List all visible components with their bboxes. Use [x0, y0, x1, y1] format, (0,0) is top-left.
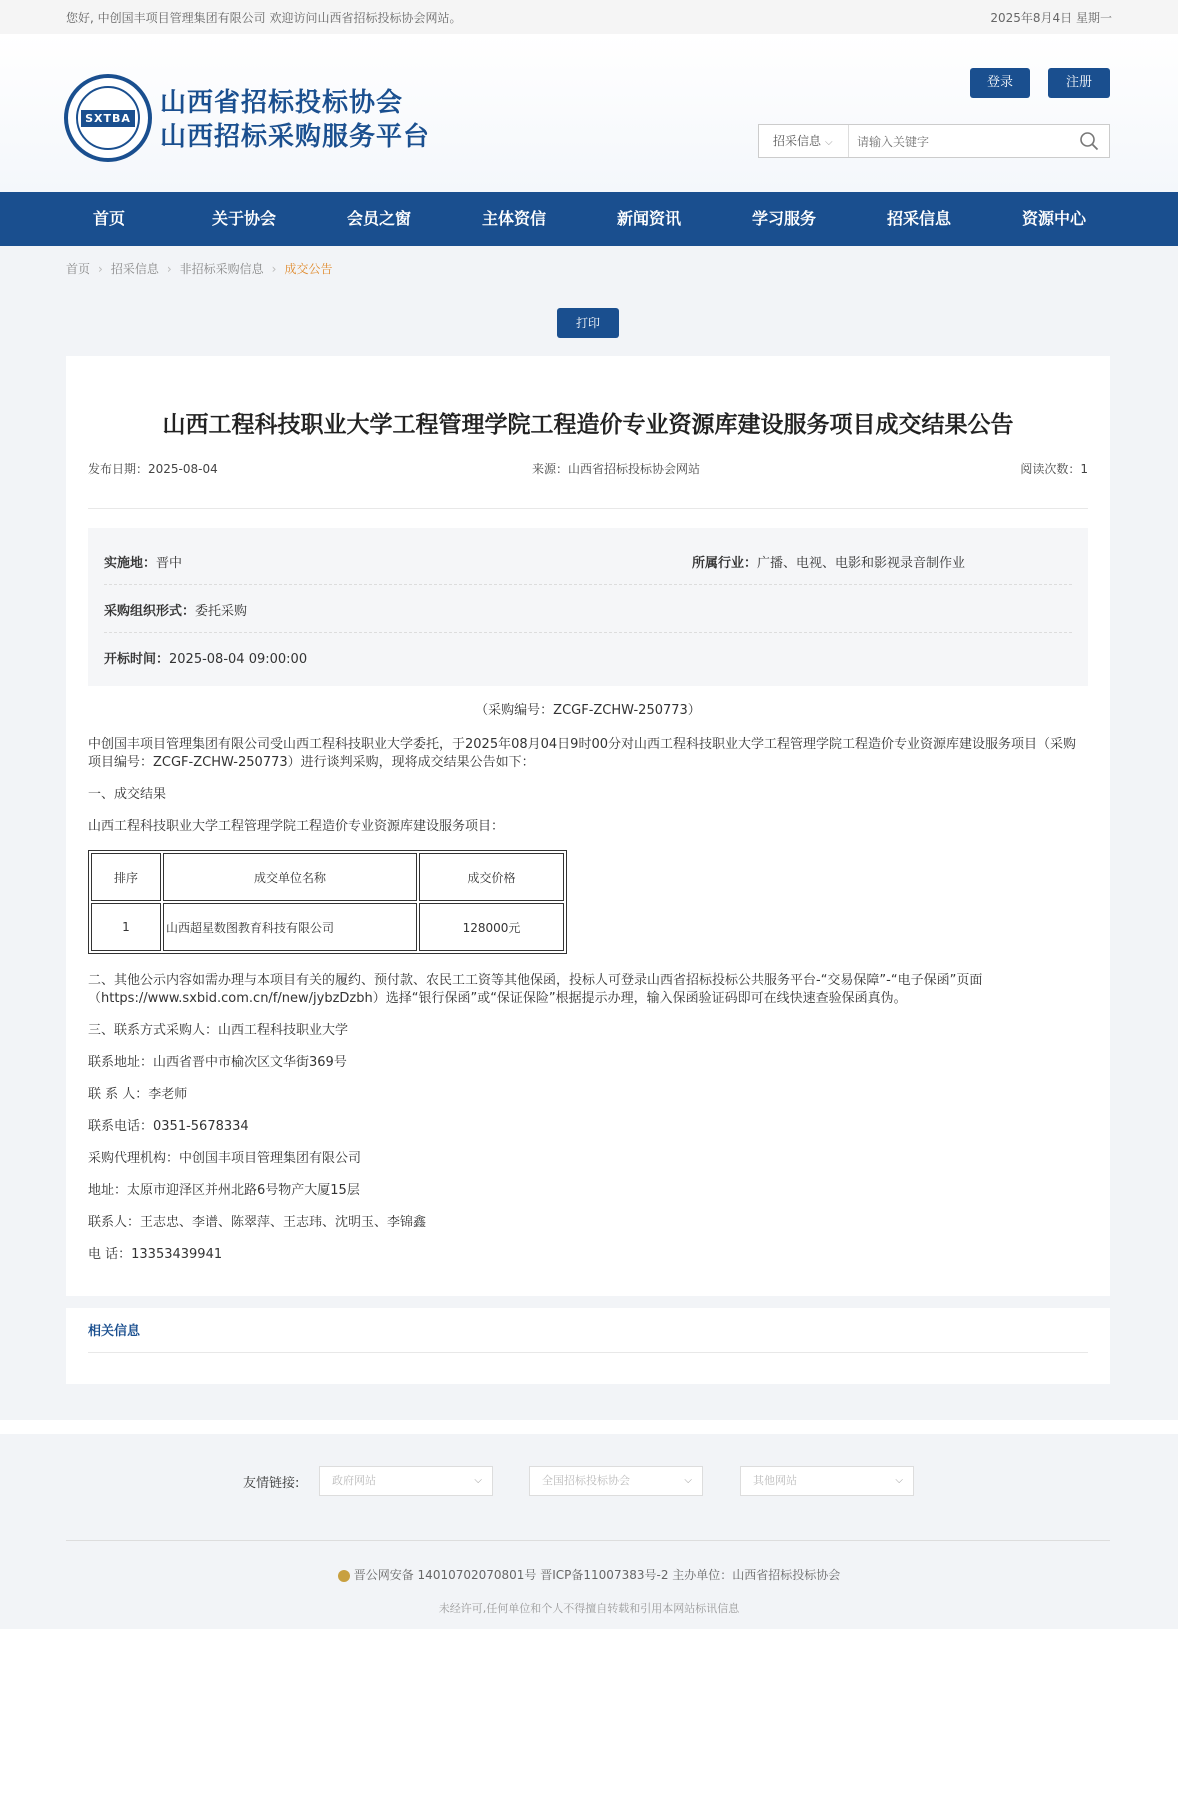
- project-line: 山西工程科技职业大学工程管理学院工程造价专业资源库建设服务项目：: [88, 819, 505, 834]
- breadcrumb-home[interactable]: 首页: [66, 262, 91, 276]
- publish-date: 发布日期：2025-08-04: [88, 462, 218, 476]
- nav-item-resources[interactable]: 资源中心: [1022, 209, 1087, 228]
- buyer-phone: 联系电话：0351-5678334: [88, 1119, 249, 1134]
- copyright-notice: 未经许可,任何单位和个人不得擅自转载和引用本网站标讯信息: [438, 1602, 740, 1615]
- related-info-panel: [66, 1308, 1110, 1384]
- divider: [66, 1540, 1110, 1541]
- article-title: 山西工程科技职业大学工程管理学院工程造价专业资源库建设服务项目成交结果公告: [162, 411, 1014, 438]
- chevron-right-icon: ›: [166, 262, 172, 276]
- icp-record: 晋公网安备 14010702070801号 晋ICP备11007383号-2 主办单位：山西省招标投标协会: [0, 1566, 1178, 1583]
- print-button[interactable]: 打印: [557, 308, 619, 338]
- nav-item-members[interactable]: 会员之窗: [347, 209, 412, 228]
- national-assoc-select[interactable]: 全国招标投标协会 ⌵: [529, 1466, 703, 1496]
- divider: [88, 1352, 1088, 1353]
- table-header-row: [91, 853, 564, 901]
- agency-name: 采购代理机构：中创国丰项目管理集团有限公司: [88, 1151, 362, 1166]
- procurement-number: （采购编号：ZCGF-ZCHW-250773）: [475, 703, 701, 718]
- top-bar: [0, 0, 1178, 34]
- buyer-contact: 联 系 人：李老师: [88, 1087, 188, 1102]
- search-category-select[interactable]: [759, 125, 849, 157]
- site-footer: [0, 1434, 1178, 1629]
- gov-sites-select[interactable]: 政府网站 ⌵: [319, 1466, 493, 1496]
- current-date: 2025年8月4日 星期一: [990, 11, 1112, 25]
- welcome-text: 您好, 中创国丰项目管理集团有限公司 欢迎访问山西省招标投标协会网站。: [66, 11, 462, 25]
- chevron-right-icon: ›: [271, 262, 277, 276]
- related-info-title: 相关信息: [88, 1324, 141, 1339]
- friend-links-label: 友情链接:: [243, 1476, 300, 1491]
- agency-phone: 电 话：13353439941: [88, 1247, 223, 1262]
- agency-contacts: 联系人：王志忠、李谱、陈翠萍、王志玮、沈明玉、李锦鑫: [88, 1215, 427, 1230]
- article-source: 来源：山西省招标投标协会网站: [532, 462, 701, 476]
- search-box: [758, 124, 1110, 158]
- section-result-heading: 一、成交结果: [88, 787, 167, 802]
- site-subtitle: 山西招标采购服务平台: [160, 122, 431, 152]
- breadcrumb-procurement[interactable]: 招采信息: [110, 262, 159, 276]
- nav-item-home[interactable]: 首页: [93, 209, 126, 228]
- header-company: 成交单位名称: [163, 853, 417, 901]
- view-count: 阅读次数：1: [1020, 462, 1088, 476]
- search-input[interactable]: [855, 129, 1069, 155]
- breadcrumb-non-tender[interactable]: 非招标采购信息: [179, 262, 264, 276]
- result-table: [88, 850, 567, 954]
- divider: [88, 508, 1088, 509]
- login-button[interactable]: 登录: [970, 68, 1030, 98]
- chevron-down-icon: ⌵: [895, 1475, 903, 1486]
- chevron-down-icon: ⌵: [684, 1475, 692, 1486]
- intro-paragraph: 中创国丰项目管理集团有限公司受山西工程科技职业大学委托，于2025年08月04日9时00分对山西工程科技职业大学工程管理学院工程造价专业资源库建设服务项目（采购项目编号：ZCGF-ZCHW-250773）进行谈判采购，现将成交结果公告如下：: [88, 737, 1076, 770]
- project-info-box: [88, 528, 1088, 686]
- header-price: 成交价格: [419, 853, 564, 901]
- police-badge-icon: [338, 1570, 350, 1582]
- nav-item-credit[interactable]: 主体资信: [482, 209, 547, 228]
- register-button[interactable]: 注册: [1048, 68, 1110, 98]
- open-time-field: 开标时间：2025-08-04 09:00:00: [104, 652, 308, 667]
- nav-item-procurement[interactable]: 招采信息: [887, 209, 952, 228]
- agency-address: 地址：太原市迎泽区并州北路6号物产大厦15层: [88, 1183, 360, 1198]
- site-header: [0, 34, 1178, 192]
- chevron-down-icon: ⌵: [474, 1475, 482, 1486]
- header-rank: 排序: [91, 853, 161, 901]
- table-row: [91, 903, 564, 951]
- org-form-field: 采购组织形式：委托采购: [104, 604, 248, 619]
- main-nav: [0, 192, 1178, 246]
- article-card: [66, 356, 1110, 1296]
- section-contact-heading: 三、联系方式采购人：山西工程科技职业大学: [88, 1023, 349, 1038]
- search-icon[interactable]: [1079, 131, 1099, 151]
- chevron-right-icon: ›: [98, 262, 103, 276]
- nav-item-learning[interactable]: 学习服务: [752, 209, 817, 228]
- location-field: 实施地：晋中: [104, 556, 183, 571]
- association-logo[interactable]: [64, 74, 152, 162]
- chevron-down-icon: ⌵: [825, 137, 833, 148]
- cell-price: 128000元: [419, 903, 564, 951]
- search-category-label: 招采信息: [773, 134, 822, 148]
- breadcrumb: [66, 260, 333, 277]
- industry-field: 所属行业：广播、电视、电影和影视录音制作业: [692, 556, 966, 571]
- section-other-notice: 二、其他公示内容如需办理与本项目有关的履约、预付款、农民工工资等其他保函，投标人可登录山西省招标投标公共服务平台-“交易保障”-“电子保函”页面（https://www.sxbid.com.cn/f/new/jybzDzbh）选择“银行保函”或“保证保险”根据提示办理，输入保函验证码即可在线快速查验保函真伪。: [88, 973, 983, 1006]
- site-title: 山西省招标投标协会: [160, 88, 404, 118]
- nav-item-news[interactable]: 新闻资讯: [617, 209, 682, 228]
- cell-rank: 1: [91, 903, 161, 951]
- buyer-address: 联系地址：山西省晋中市榆次区文华街369号: [88, 1055, 347, 1070]
- other-sites-select[interactable]: 其他网站 ⌵: [740, 1466, 914, 1496]
- nav-item-about[interactable]: 关于协会: [212, 209, 277, 228]
- logo-badge: SXTBA: [81, 110, 135, 127]
- breadcrumb-current: 成交公告: [284, 262, 333, 276]
- cell-company: 山西超星数图教育科技有限公司: [163, 903, 417, 951]
